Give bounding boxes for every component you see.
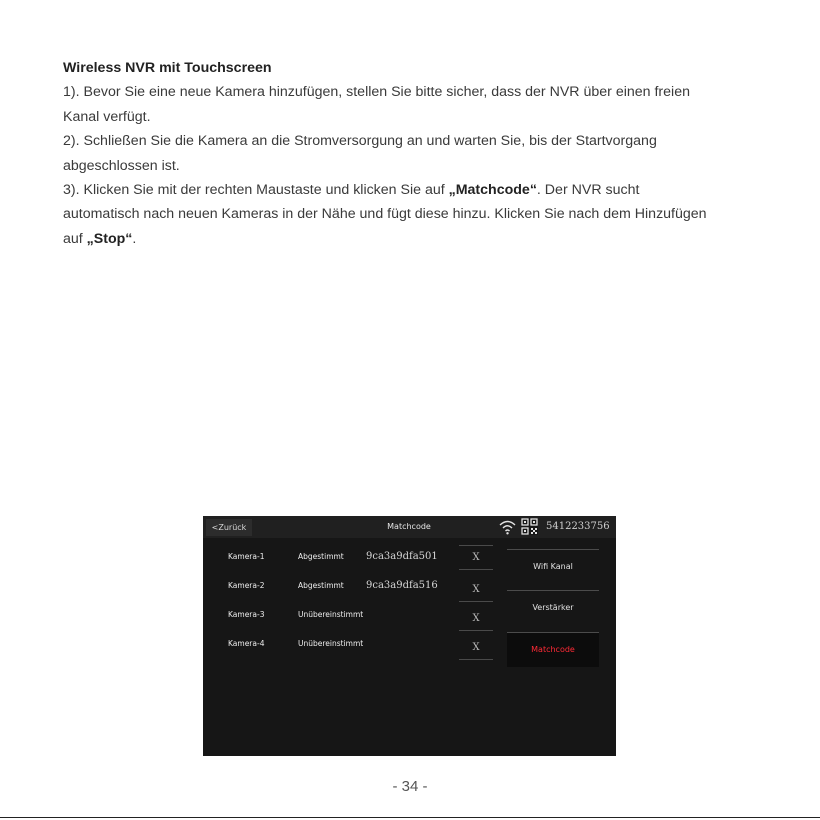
instruction-text	[63, 56, 768, 251]
delete-camera-button[interactable]: X	[459, 545, 493, 570]
step-3-text: 3). Klicken Sie mit der rechten Maustaste und klicken Sie auf	[63, 182, 449, 199]
repeater-button[interactable]: Verstärker	[507, 590, 599, 625]
step-3-text-end: . Der NVR sucht	[536, 182, 640, 199]
camera-status: Abgestimmt	[298, 581, 344, 590]
qr-code-icon[interactable]	[521, 518, 538, 535]
delete-camera-button[interactable]: X	[459, 578, 493, 602]
camera-status: Unübereinstimmt	[298, 610, 364, 619]
camera-status: Abgestimmt	[298, 552, 344, 561]
matchcode-button[interactable]: Matchcode	[507, 632, 599, 667]
device-serial: 5412233756	[546, 521, 610, 532]
delete-camera-button[interactable]: X	[459, 607, 493, 631]
step-3-line-1	[63, 178, 768, 202]
camera-name: Kamera-4	[228, 639, 265, 648]
wifi-icon	[498, 519, 517, 535]
camera-row-3	[203, 605, 503, 625]
footer-divider	[0, 817, 820, 818]
camera-name: Kamera-1	[228, 552, 265, 561]
camera-status: Unübereinstimmt	[298, 639, 364, 648]
step-3-period: .	[132, 230, 137, 247]
camera-name: Kamera-2	[228, 581, 265, 590]
screen-topbar	[203, 516, 616, 538]
camera-name: Kamera-3	[228, 610, 265, 619]
step-3-line-3	[63, 227, 768, 251]
step-1-line-2: Kanal verfügt.	[63, 108, 151, 125]
step-1-line-1: 1). Bevor Sie eine neue Kamera hinzufügen, stellen Sie bitte sicher, dass der NVR über einen freien	[63, 84, 690, 101]
camera-row-1	[203, 547, 503, 567]
step-3-text-final: auf	[63, 230, 87, 247]
matchcode-emphasis: „Matchcode“	[448, 182, 537, 199]
stop-emphasis: „Stop“	[86, 230, 133, 247]
camera-code: 9ca3a9dfa501	[366, 551, 438, 562]
step-2-line-2: abgeschlossen ist.	[63, 157, 180, 174]
delete-camera-button[interactable]: X	[459, 636, 493, 660]
page-number: - 34 -	[392, 778, 428, 795]
screen-title: Matchcode	[387, 522, 431, 531]
camera-row-4	[203, 634, 503, 654]
back-button[interactable]: <Zurück	[206, 519, 252, 536]
camera-code: 9ca3a9dfa516	[366, 580, 438, 591]
step-3-line-2: automatisch nach neuen Kameras in der Nähe und fügt diese hinzu. Klicken Sie nach dem Hinzufügen	[63, 206, 707, 223]
step-2-line-1: 2). Schließen Sie die Kamera an die Stromversorgung an und warten Sie, bis der Startvorgang	[63, 133, 657, 150]
nvr-screen	[203, 516, 616, 756]
section-heading: Wireless NVR mit Touchscreen	[63, 60, 272, 76]
camera-row-2	[203, 576, 503, 596]
wifi-channel-button[interactable]: Wifi Kanal	[507, 549, 599, 584]
